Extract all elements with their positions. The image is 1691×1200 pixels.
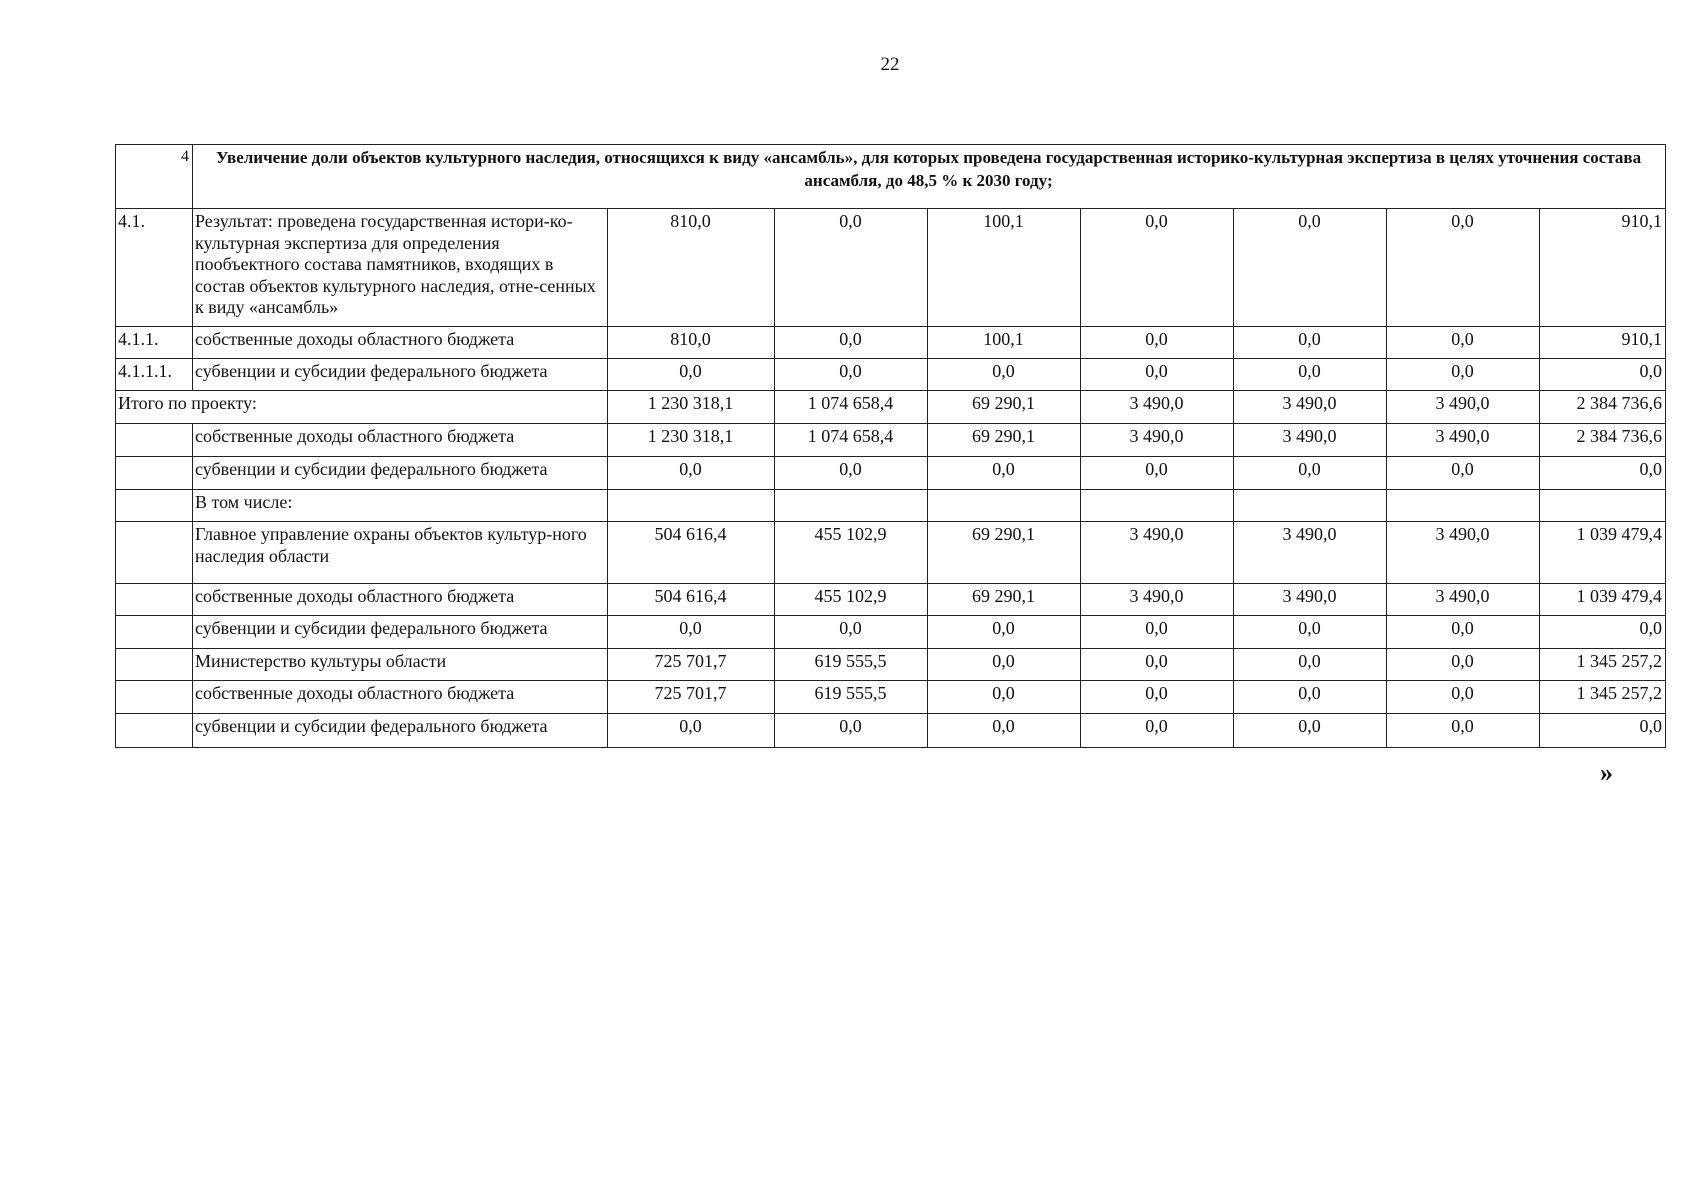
row-code: 4.1. (116, 209, 193, 327)
value-cell: 69 290,1 (928, 424, 1081, 457)
value-cell: 0,0 (1234, 209, 1387, 327)
value-cell: 810,0 (608, 327, 775, 359)
table-row (116, 584, 1666, 616)
row-code: 4.1.1.1. (116, 359, 193, 391)
page-number: 22 (880, 54, 900, 75)
row-label: собственные доходы областного бюджета (193, 424, 608, 457)
value-cell: 0,0 (1387, 359, 1540, 391)
table-row (116, 522, 1666, 584)
value-cell: 0,0 (1387, 209, 1540, 327)
value-cell: 100,1 (928, 209, 1081, 327)
value-cell: 69 290,1 (928, 391, 1081, 424)
value-cell: 0,0 (1081, 681, 1234, 714)
value-cell: 810,0 (608, 209, 775, 327)
value-cell: 3 490,0 (1081, 522, 1234, 584)
value-cell: 0,0 (775, 359, 928, 391)
value-cell: 619 555,5 (775, 681, 928, 714)
value-cell: 0,0 (1081, 359, 1234, 391)
empty-code-cell (116, 522, 193, 584)
total-value-cell: 0,0 (1540, 359, 1666, 391)
total-value-cell: 1 039 479,4 (1540, 584, 1666, 616)
empty-code-cell (116, 457, 193, 490)
value-cell: 0,0 (775, 457, 928, 490)
total-value-cell: 1 345 257,2 (1540, 649, 1666, 681)
row-label: Результат: проведена государственная истори-ко-культурная экспертиза для определения пообъектного состава памятников, входящих в состав объектов культурного наследия, отне-сенных к виду «ансамбль» (193, 209, 608, 327)
value-cell: 0,0 (1234, 457, 1387, 490)
row-label: субвенции и субсидии федерального бюджета (193, 359, 608, 391)
value-cell (1081, 490, 1234, 522)
value-cell: 0,0 (1387, 457, 1540, 490)
table-row (116, 457, 1666, 490)
row-label: субвенции и субсидии федерального бюджета (193, 714, 608, 748)
row-label: собственные доходы областного бюджета (193, 681, 608, 714)
value-cell: 1 230 318,1 (608, 391, 775, 424)
value-cell (1387, 490, 1540, 522)
project-total-row (116, 391, 1666, 424)
value-cell: 0,0 (1387, 327, 1540, 359)
value-cell: 0,0 (1387, 649, 1540, 681)
value-cell: 0,0 (608, 457, 775, 490)
total-value-cell: 0,0 (1540, 714, 1666, 748)
budget-table (115, 144, 1666, 748)
table-row (116, 649, 1666, 681)
value-cell: 0,0 (775, 327, 928, 359)
value-cell: 455 102,9 (775, 522, 928, 584)
value-cell: 0,0 (928, 359, 1081, 391)
value-cell: 0,0 (928, 649, 1081, 681)
empty-code-cell (116, 584, 193, 616)
empty-code-cell (116, 490, 193, 522)
value-cell: 3 490,0 (1387, 522, 1540, 584)
value-cell (928, 490, 1081, 522)
value-cell: 0,0 (1081, 209, 1234, 327)
value-cell: 0,0 (1387, 714, 1540, 748)
value-cell: 100,1 (928, 327, 1081, 359)
row-label: собственные доходы областного бюджета (193, 584, 608, 616)
value-cell: 0,0 (928, 714, 1081, 748)
table-row (116, 681, 1666, 714)
total-value-cell: 1 345 257,2 (1540, 681, 1666, 714)
value-cell: 3 490,0 (1081, 391, 1234, 424)
goal-number: 4 (116, 145, 193, 209)
value-cell: 3 490,0 (1081, 584, 1234, 616)
value-cell: 0,0 (1234, 681, 1387, 714)
value-cell: 0,0 (775, 714, 928, 748)
value-cell: 0,0 (1234, 359, 1387, 391)
total-value-cell: 910,1 (1540, 209, 1666, 327)
value-cell: 504 616,4 (608, 522, 775, 584)
table-row (116, 490, 1666, 522)
total-value-cell (1540, 490, 1666, 522)
value-cell: 0,0 (608, 714, 775, 748)
value-cell: 0,0 (928, 457, 1081, 490)
value-cell (1234, 490, 1387, 522)
row-code: 4.1.1. (116, 327, 193, 359)
table-row (116, 209, 1666, 327)
value-cell: 0,0 (775, 616, 928, 649)
value-cell: 0,0 (928, 681, 1081, 714)
total-value-cell: 910,1 (1540, 327, 1666, 359)
value-cell: 0,0 (1081, 649, 1234, 681)
table-row (116, 327, 1666, 359)
value-cell: 3 490,0 (1387, 424, 1540, 457)
value-cell: 3 490,0 (1234, 584, 1387, 616)
row-label: собственные доходы областного бюджета (193, 327, 608, 359)
value-cell: 69 290,1 (928, 584, 1081, 616)
value-cell: 0,0 (1234, 327, 1387, 359)
value-cell: 0,0 (928, 616, 1081, 649)
value-cell: 725 701,7 (608, 681, 775, 714)
table-row (116, 714, 1666, 748)
value-cell (608, 490, 775, 522)
empty-code-cell (116, 616, 193, 649)
row-label: Министерство культуры области (193, 649, 608, 681)
value-cell: 0,0 (1387, 616, 1540, 649)
value-cell: 0,0 (1387, 681, 1540, 714)
value-cell: 0,0 (1081, 714, 1234, 748)
value-cell: 3 490,0 (1234, 424, 1387, 457)
value-cell: 1 230 318,1 (608, 424, 775, 457)
value-cell: 725 701,7 (608, 649, 775, 681)
row-label: Главное управление охраны объектов культур-ного наследия области (193, 522, 608, 584)
empty-code-cell (116, 649, 193, 681)
table-row (116, 616, 1666, 649)
value-cell: 3 490,0 (1387, 584, 1540, 616)
table-row (116, 424, 1666, 457)
value-cell: 504 616,4 (608, 584, 775, 616)
value-cell: 0,0 (1234, 616, 1387, 649)
row-label: В том числе: (193, 490, 608, 522)
value-cell: 455 102,9 (775, 584, 928, 616)
total-value-cell: 1 039 479,4 (1540, 522, 1666, 584)
value-cell: 0,0 (608, 616, 775, 649)
row-label: субвенции и субсидии федерального бюджета (193, 457, 608, 490)
empty-code-cell (116, 714, 193, 748)
value-cell: 69 290,1 (928, 522, 1081, 584)
table-row (116, 359, 1666, 391)
total-value-cell: 2 384 736,6 (1540, 424, 1666, 457)
value-cell: 0,0 (1234, 649, 1387, 681)
goal-text: Увеличение доли объектов культурного наследия, относящихся к виду «ансамбль», для которых проведена государственная историко-культурная экспертиза в целях уточнения состава ансамбля, до 48,5 % к 2030 году; (193, 145, 1666, 209)
value-cell: 0,0 (775, 209, 928, 327)
closing-quote: » (1600, 758, 1613, 787)
value-cell: 619 555,5 (775, 649, 928, 681)
value-cell: 3 490,0 (1234, 391, 1387, 424)
value-cell: 0,0 (1081, 616, 1234, 649)
value-cell: 3 490,0 (1234, 522, 1387, 584)
goal-row (116, 145, 1666, 209)
value-cell: 3 490,0 (1387, 391, 1540, 424)
value-cell: 0,0 (608, 359, 775, 391)
row-label: субвенции и субсидии федерального бюджета (193, 616, 608, 649)
total-value-cell: 0,0 (1540, 616, 1666, 649)
project-total-label: Итого по проекту: (116, 391, 608, 424)
value-cell: 0,0 (1081, 457, 1234, 490)
value-cell: 0,0 (1234, 714, 1387, 748)
value-cell: 1 074 658,4 (775, 391, 928, 424)
total-value-cell: 2 384 736,6 (1540, 391, 1666, 424)
empty-code-cell (116, 681, 193, 714)
value-cell (775, 490, 928, 522)
value-cell: 0,0 (1081, 327, 1234, 359)
value-cell: 1 074 658,4 (775, 424, 928, 457)
total-value-cell: 0,0 (1540, 457, 1666, 490)
value-cell: 3 490,0 (1081, 424, 1234, 457)
empty-code-cell (116, 424, 193, 457)
